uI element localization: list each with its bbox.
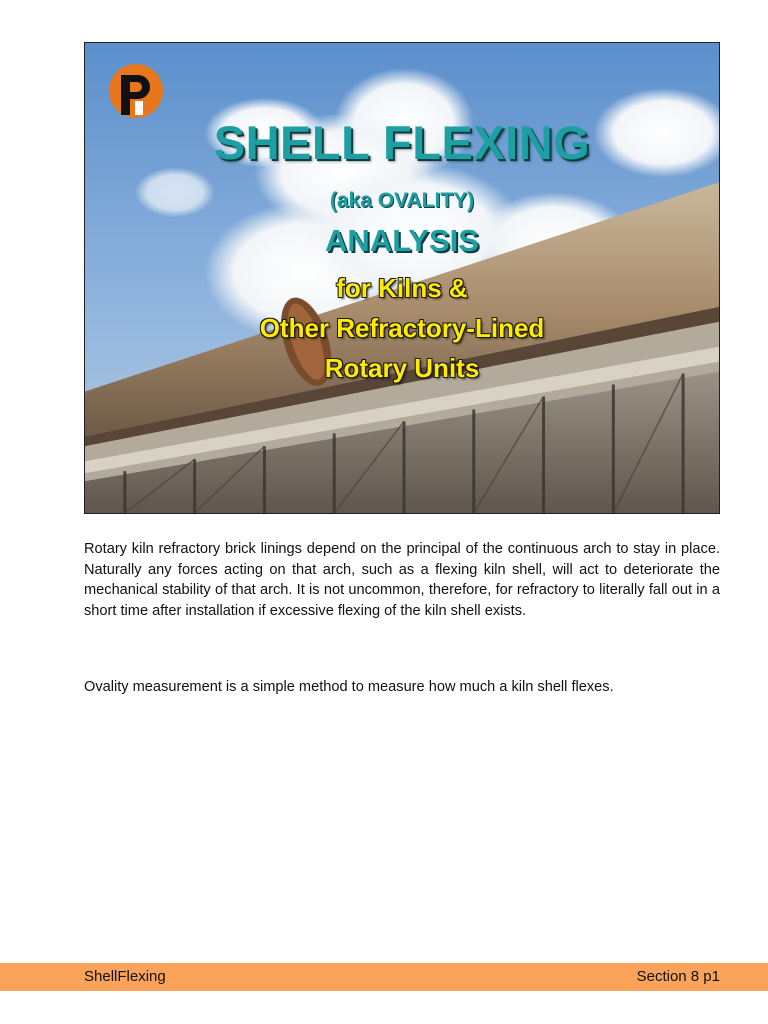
cover-photo [84,42,720,514]
cover-subtitle-line-2: Other Refractory-Lined [259,313,545,343]
cover-subtitle-line-3: Rotary Units [324,353,480,383]
cover-analysis: ANALYSIS [325,223,479,258]
company-logo [107,61,165,123]
cover-aka: (aka OVALITY) [329,189,475,212]
body-paragraph-1: Rotary kiln refractory brick linings depend on the principal of the continuous arch to stay in place. Naturally any forces acting on that arch, such as a flexing kiln shell, will act to deteriorate the mechanical stability of that arch. It is not uncommon, therefore, for refractory to literally fall out in a short time after installation if excessive flexing of the kiln shell exists. [84,541,720,619]
footer-document-name: ShellFlexing [84,968,166,985]
footer-section-page: Section 8 p1 [636,968,720,985]
page-footer [0,963,768,991]
body-paragraph-2: Ovality measurement is a simple method to measure how much a kiln shell flexes. [84,679,614,695]
cover-title: SHELL FLEXING [213,116,591,169]
cover-subtitle-line-1: for Kilns & [336,273,468,303]
